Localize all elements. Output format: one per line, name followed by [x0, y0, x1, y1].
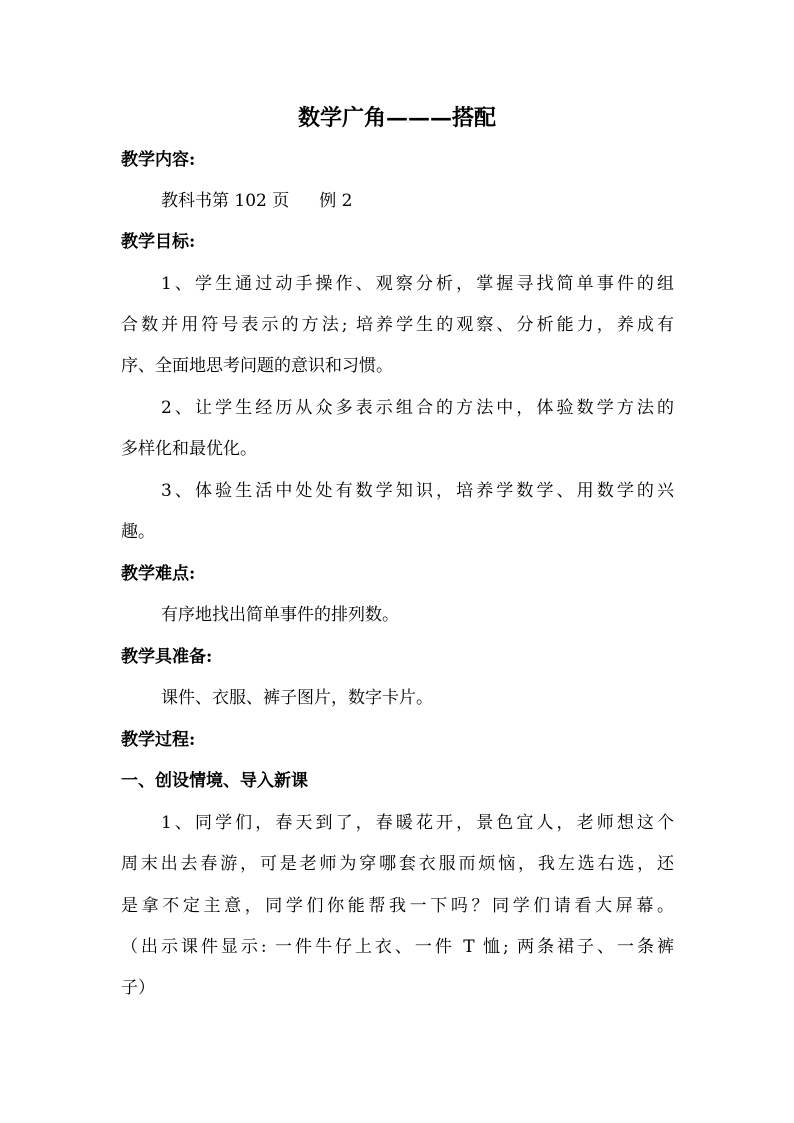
goal-1-line-3: 序、全面地思考问题的意识和习惯。 — [121, 356, 393, 376]
teaching-materials-heading: 教学具准备: — [121, 647, 213, 667]
goal-3-line-1: 3、体验生活中处处有数学知识，培养学数学、用数学的兴 — [161, 481, 674, 501]
document-title: 数学广角———搭配 — [297, 105, 496, 131]
section-1-line-4: （出示课件显示: 一件牛仔上衣、一件 T 恤; 两条裙子、一条裤 — [121, 937, 674, 957]
teaching-difficulty-heading: 教学难点: — [121, 564, 196, 584]
goal-2-line-1: 2、让学生经历从众多表示组合的方法中，体验数学方法的 — [161, 398, 674, 418]
goal-1-line-1: 1、学生通过动手操作、观察分析，掌握寻找简单事件的组 — [161, 274, 674, 294]
section-1-line-1: 1、同学们，春天到了，春暖花开，景色宜人，老师想这个 — [161, 813, 674, 833]
teaching-difficulty-text: 有序地找出简单事件的排列数。 — [161, 605, 399, 625]
section-1-line-5: 子） — [121, 978, 155, 998]
section-1-heading: 一、创设情境、导入新课 — [121, 771, 308, 791]
section-1-line-3: 是拿不定主意，同学们你能帮我一下吗？同学们请看大屏幕。 — [121, 896, 674, 916]
goal-3-line-2: 趣。 — [121, 522, 155, 542]
teaching-goals-heading: 教学目标: — [121, 232, 196, 252]
example-ref: 例 2 — [319, 191, 353, 211]
teaching-process-heading: 教学过程: — [121, 730, 196, 750]
textbook-page-ref: 教科书第 102 页 — [161, 191, 290, 211]
teaching-content-heading: 教学内容: — [121, 150, 196, 170]
goal-2-line-2: 多样化和最优化。 — [121, 439, 257, 459]
goal-1-line-2: 合数并用符号表示的方法; 培养学生的观察、分析能力，养成有 — [121, 315, 674, 335]
teaching-content-text — [161, 187, 353, 215]
section-1-line-2: 周末出去春游，可是老师为穿哪套衣服而烦恼，我左选右选，还 — [121, 854, 674, 874]
teaching-materials-text: 课件、衣服、裤子图片，数字卡片。 — [161, 688, 433, 708]
